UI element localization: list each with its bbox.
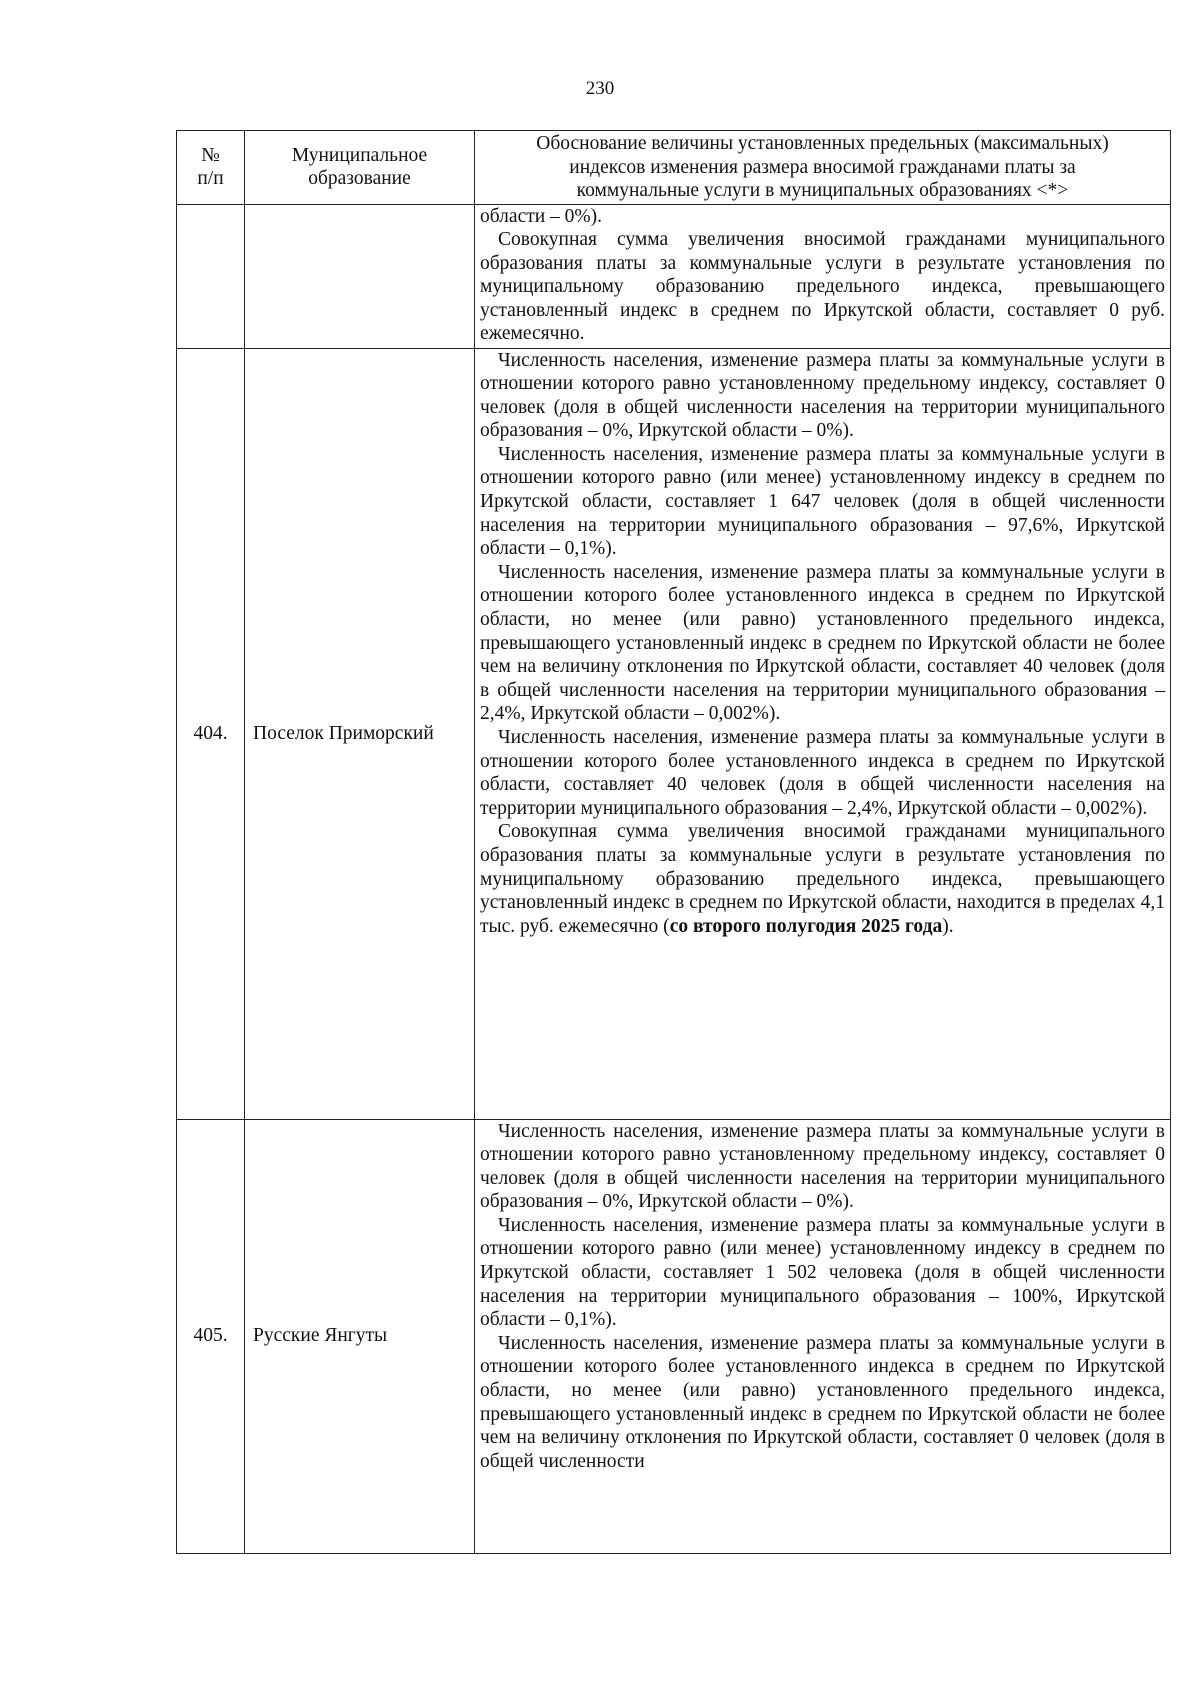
justification-paragraph: Численность населения, изменение размера платы за коммунальные услуги в отношении которого равно (или менее) установленному индексу в среднем по Иркутской области, составляет 1 647 человек (доля в общей численности населения на территории муниципального образования – 97,6%, Иркутской области – 0,1%). bbox=[480, 443, 1165, 560]
justification-paragraph: Численность населения, изменение размера платы за коммунальные услуги в отношении которого более установленного индекса в среднем по Иркутской области, но менее (или равно) установленного предельного индекса, превышающего установленный индекс в среднем по Иркутской области не более чем на величину отклонения по Иркутской области, составляет 40 человек (доля в общей численности населения на территории муниципального образования – 2,4%, Иркутской области – 0,002%). bbox=[480, 561, 1165, 725]
row-municipality: Русские Янгуты bbox=[245, 1119, 475, 1553]
total-tail: ). bbox=[942, 915, 954, 937]
justification-paragraph: Численность населения, изменение размера платы за коммунальные услуги в отношении которого равно установленному предельному индексу, составляет 0 человек (доля в общей численности населения на территории муниципального образования – 0%, Иркутской области – 0%). bbox=[480, 349, 1165, 442]
justification-paragraph: Численность населения, изменение размера платы за коммунальные услуги в отношении которого более установленного индекса в среднем по Иркутской области, составляет 40 человек (доля в общей численности населения на территории муниципального образования – 2,4%, Иркутской области – 0,002%). bbox=[480, 727, 1165, 819]
header-number: № п/п bbox=[177, 131, 245, 205]
row-number: 405. bbox=[177, 1119, 245, 1553]
header-justification: Обоснование величины установленных предельных (максимальных) индексов изменения размера вносимой гражданами платы за коммунальные услуги в муниципальных образованиях <*> bbox=[475, 131, 1171, 205]
table-row bbox=[177, 348, 1171, 1119]
table-row bbox=[177, 204, 1171, 348]
justification-paragraph-total bbox=[480, 820, 1165, 938]
row-municipality: Поселок Приморский bbox=[245, 348, 475, 1119]
table-row bbox=[177, 1119, 1171, 1553]
page-number: 230 bbox=[585, 78, 615, 99]
row-justification bbox=[475, 1119, 1171, 1553]
header-municipality: Муниципальное образование bbox=[245, 131, 475, 205]
justification-paragraph: области – 0%). bbox=[480, 205, 603, 227]
table-header-row bbox=[177, 131, 1171, 205]
justification-paragraph: Численность населения, изменение размера платы за коммунальные услуги в отношении которого равно установленному предельному индексу, составляет 0 человек (доля в общей численности населения на территории муниципального образования – 0%, Иркутской области – 0%). bbox=[480, 1120, 1165, 1213]
total-period-bold: со второго полугодия 2025 года bbox=[669, 915, 943, 937]
row-number bbox=[177, 204, 245, 348]
row-number: 404. bbox=[177, 348, 245, 1119]
row-justification bbox=[475, 204, 1171, 348]
total-text: Совокупная сумма увеличения вносимой гражданами муниципального образования платы за коммунальные услуги в результате установления по муниципальному образованию предельного индекса, превышающего установленный индекс в среднем по Иркутской области, находится в пределах 4,1 тыс. руб. ежемесячно ( bbox=[480, 821, 1165, 937]
row-municipality bbox=[245, 204, 475, 348]
row-justification bbox=[475, 348, 1171, 1119]
justification-paragraph: Численность населения, изменение размера платы за коммунальные услуги в отношении которого равно (или менее) установленному индексу в среднем по Иркутской области, составляет 1 502 человека (доля в общей численности населения на территории муниципального образования – 100%, Иркутской области – 0,1%). bbox=[480, 1214, 1165, 1331]
justification-table bbox=[176, 130, 1171, 1554]
justification-paragraph: Совокупная сумма увеличения вносимой гражданами муниципального образования платы за коммунальные услуги в результате установления по муниципальному образованию предельного индекса, превышающего установленный индекс в среднем по Иркутской области, составляет 0 руб. ежемесячно. bbox=[480, 229, 1165, 345]
justification-paragraph: Численность населения, изменение размера платы за коммунальные услуги в отношении которого более установленного индекса в среднем по Иркутской области, но менее (или равно) установленного предельного индекса, превышающего установленный индекс в среднем по Иркутской области не более чем на величину отклонения по Иркутской области, составляет 0 человек (доля в общей численности bbox=[480, 1332, 1165, 1472]
